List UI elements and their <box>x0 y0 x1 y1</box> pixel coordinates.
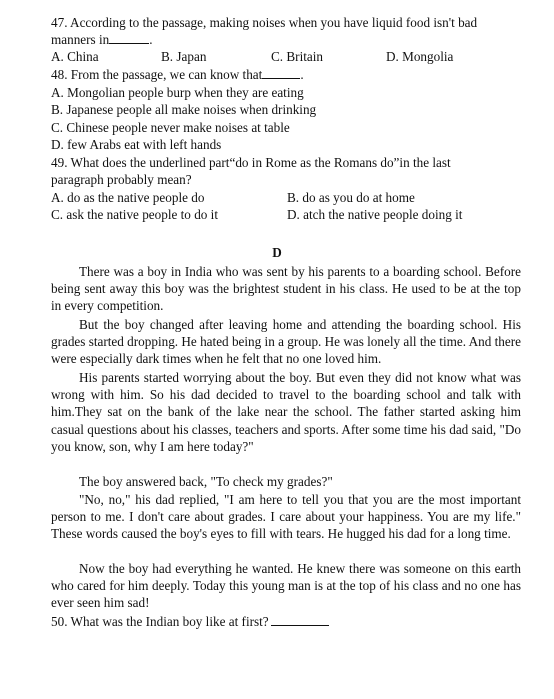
q47-stem-line2 <box>51 31 153 48</box>
passage-paragraph-6: Now the boy had everything he wanted. He knew there was someone on this earth who cared for him deeply. Today this young man is at the top of his class and no one has ever seen him sad! <box>51 561 521 611</box>
q49-option-c: C. ask the native people to do it <box>51 207 219 222</box>
q49-option-b: B. do as you do at home <box>287 190 415 205</box>
q47-stem-line1: 47. According to the passage, making noises when you have liquid food isn't bad <box>51 15 478 30</box>
q47-stem-text: manners in <box>51 32 110 47</box>
passage-paragraph-2: But the boy changed after leaving home and attending the boarding school. His grades started dropping. He hated being in a group. He was lonely all the time. And there were especially dark times when he felt that no one loved him. <box>51 317 521 367</box>
section-heading: D <box>272 245 282 260</box>
q49-stem-line1: 49. What does the underlined part“do in Rome as the Romans do”in the last <box>51 155 451 170</box>
q49-option-a: A. do as the native people do <box>51 190 205 205</box>
passage-paragraph-3: His parents started worrying about the boy. But even they did not know what was wrong with him. So his dad decided to travel to the boarding school and talk with him.They sat on the bank of the lake near the school. The father started asking him casual questions about his classes, teachers and sports. After some time his dad said, "Do you know, son, why I am here today?" <box>51 370 521 454</box>
passage-paragraph-4: The boy answered back, "To check my grades?" <box>79 474 333 489</box>
q50-stem-text: 50. What was the Indian boy like at first? <box>51 614 269 629</box>
q48-answer-blank <box>262 66 300 79</box>
q47-option-a: A. China <box>51 49 99 64</box>
q47-option-b: B. Japan <box>161 49 207 64</box>
q47-option-c: C. Britain <box>271 49 324 64</box>
q48-option-a: A. Mongolian people burp when they are eating <box>51 85 304 100</box>
q48-stem <box>51 66 304 83</box>
q48-stem-period: . <box>300 67 304 82</box>
q49-stem-line2: paragraph probably mean? <box>51 172 192 187</box>
q49-option-d: D. atch the native people doing it <box>287 207 463 222</box>
q50-stem <box>51 613 329 630</box>
q48-option-d: D. few Arabs eat with left hands <box>51 137 222 152</box>
q47-option-d: D. Mongolia <box>386 49 454 64</box>
q48-option-c: C. Chinese people never make noises at table <box>51 120 290 135</box>
q48-stem-text: 48. From the passage, we can know that <box>51 67 263 82</box>
q47-answer-blank <box>109 31 149 44</box>
q50-answer-blank <box>271 613 329 626</box>
q47-stem-period: . <box>149 32 153 47</box>
q48-option-b: B. Japanese people all make noises when drinking <box>51 102 317 117</box>
passage-paragraph-5: "No, no," his dad replied, "I am here to tell you that you are the most important person to me. I don't care about grades. I care about your happiness. You are my life." These words caused the boy's eyes to fill with tears. He hugged his dad for a long time. <box>51 492 521 542</box>
passage-paragraph-1: There was a boy in India who was sent by his parents to a boarding school. Before being sent away this boy was the brightest student in his class. He used to be at the top in every competition. <box>51 264 521 314</box>
